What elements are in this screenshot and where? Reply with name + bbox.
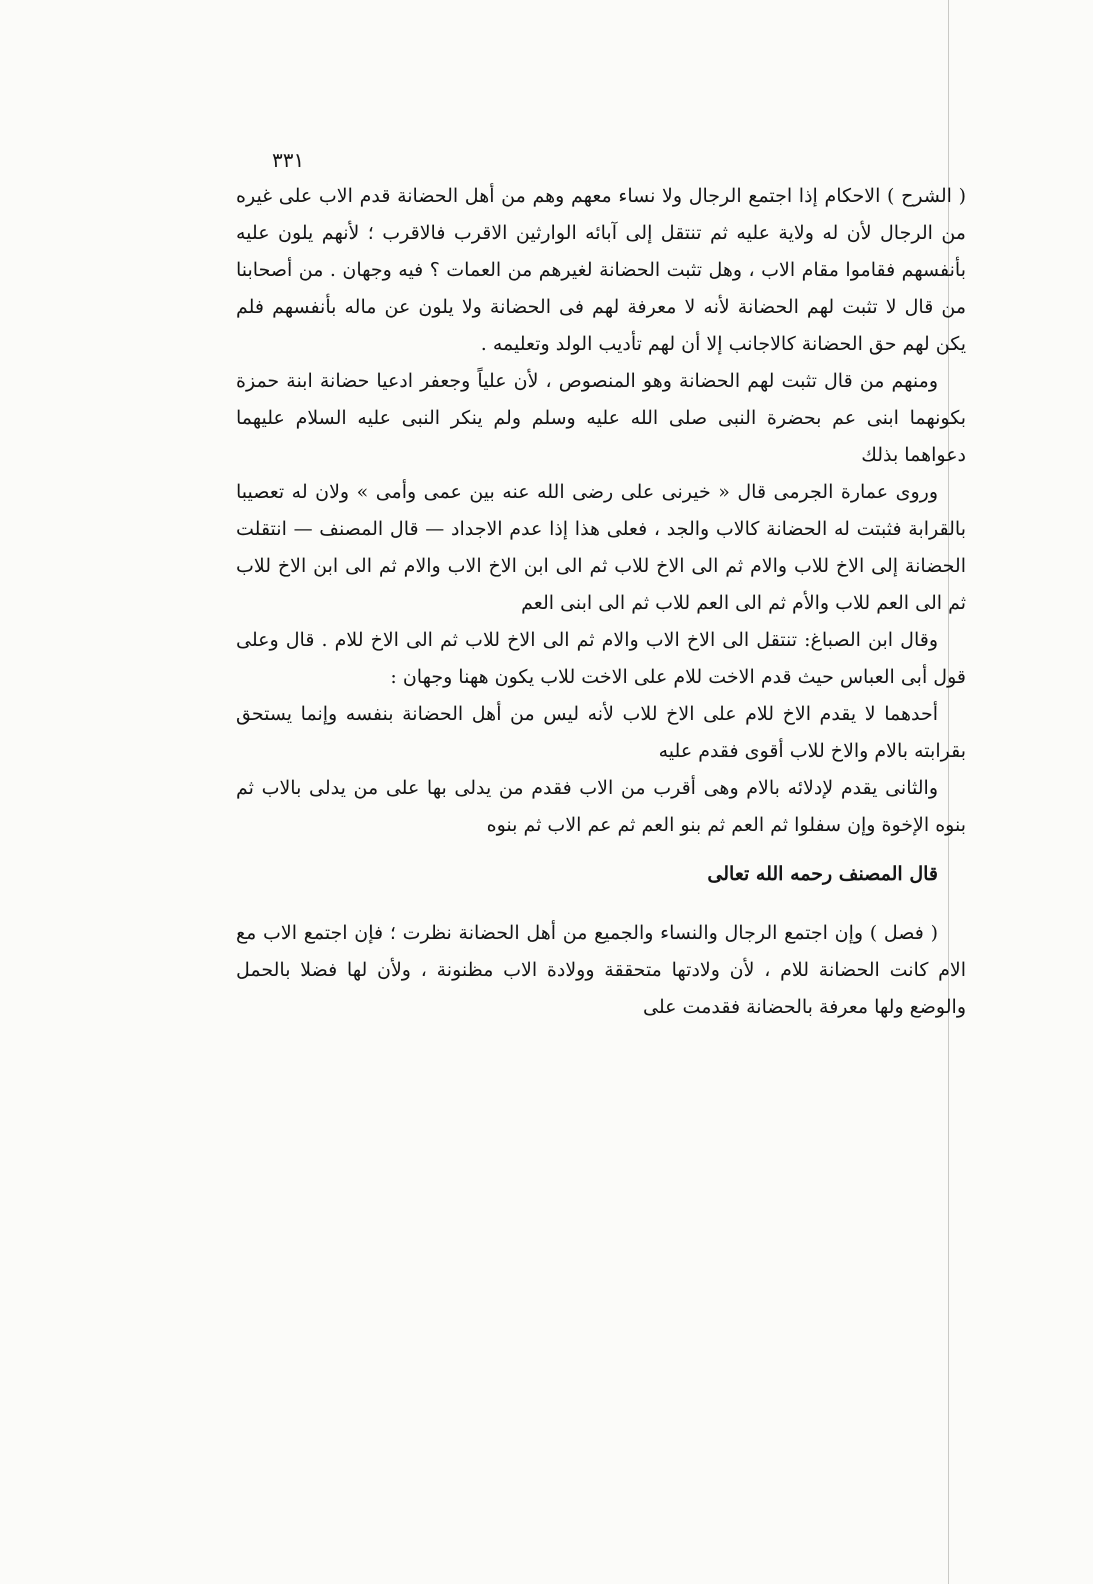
paragraph-second-aspect: والثانى يقدم لإدلائه بالام وهى أقرب من الاب فقدم من يدلى بها على من يدلى بالاب ثم بنوه الإخوة وإن سفلوا ثم العم ثم بنو العم ثم عم الاب ثم بنوه (236, 777, 966, 836)
paragraph-umara-narration: وروى عمارة الجرمى قال « خيرنى على رضى الله عنه بين عمى وأمى » ولان له تعصيبا بالقرابة فثبتت له الحضانة كالاب والجد ، فعلى هذا إذا عدم الاجداد — قال المصنف — انتقلت الحضانة إلى الاخ للاب والام ثم الى الاخ للاب ثم الى ابن الاخ الاب والام ثم الى ابن الاخ للاب ثم الى العم للاب والأم ثم الى العم للاب ثم الى ابنى العم (236, 481, 966, 614)
paragraph-fasl: ( فصل ) وإن اجتمع الرجال والنساء والجميع من أهل الحضانة نظرت ؛ فإن اجتمع الاب مع الام كانت الحضانة للام ، لأن ولادتها متحققة وولادة الاب مظنونة ، ولأن لها فضلا بالحمل والوضع ولها معرفة بالحضانة فقدمت على (236, 922, 966, 1018)
body-text (236, 178, 966, 1026)
paragraph-second-view: ومنهم من قال تثبت لهم الحضانة وهو المنصوص ، لأن علياً وجعفر ادعيا حضانة ابنة حمزة بكونهما ابنى عم بحضرة النبى صلى الله عليه وسلم ولم ينكر النبى عليه السلام عليهما دعواهما بذلك (236, 370, 966, 466)
page-number: ٣٣١ (272, 148, 305, 172)
paragraph-sharh: ( الشرح ) الاحكام إذا اجتمع الرجال ولا نساء معهم وهم من أهل الحضانة قدم الاب على غيره من الرجال لأن له ولاية عليه ثم تنتقل إلى آبائه الوارثين الاقرب فالاقرب ؛ لأنهم يلون عليه بأنفسهم فقاموا مقام الاب ، وهل تثبت الحضانة لغيرهم من العمات ؟ فيه وجهان . من أصحابنا من قال لا تثبت لهم الحضانة لأنه لا معرفة لهم فى الحضانة ولا يلون عن ماله بأنفسهم فلم يكن لهم حق الحضانة كالاجانب إلا أن لهم تأديب الولد وتعليمه . (236, 185, 966, 355)
author-heading: قال المصنف رحمه الله تعالى (707, 863, 938, 885)
paragraph-ibn-sabbagh: وقال ابن الصباغ: تنتقل الى الاخ الاب والام ثم الى الاخ للاب ثم الى الاخ للام . قال وعلى قول أبى العباس حيث قدم الاخت للام على الاخت للاب يكون ههنا وجهان : (236, 629, 966, 688)
paragraph-first-aspect: أحدهما لا يقدم الاخ للام على الاخ للاب لأنه ليس من أهل الحضانة بنفسه وإنما يستحق بقرابته بالام والاخ للاب أقوى فقدم عليه (236, 703, 966, 762)
